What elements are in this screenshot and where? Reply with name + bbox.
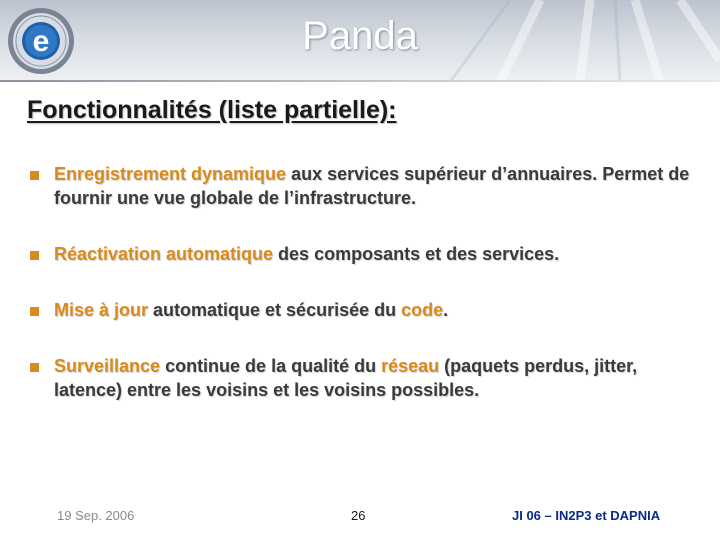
highlighted-term: Réactivation automatique bbox=[54, 244, 274, 264]
highlighted-term: Surveillance bbox=[54, 356, 161, 376]
slide-subtitle: Fonctionnalités (liste partielle): bbox=[27, 96, 397, 124]
bullet-square-icon bbox=[30, 251, 39, 260]
slide-title: Panda bbox=[302, 14, 418, 58]
footer-date: 19 Sep. 2006 bbox=[57, 508, 135, 523]
footer-organization: JI 06 – IN2P3 et DAPNIA bbox=[512, 508, 661, 523]
bullet-body-text: (paquets perdus, jitter, latence) entre les voisins et les voisins possibles. bbox=[54, 356, 638, 400]
slide-number: 26 bbox=[351, 508, 366, 523]
bullet-text bbox=[54, 298, 694, 322]
slide-header bbox=[0, 0, 720, 82]
bullet-text bbox=[54, 354, 694, 402]
bullet-square-icon bbox=[30, 307, 39, 316]
highlighted-term: réseau bbox=[381, 356, 440, 376]
bullet-square-icon bbox=[30, 363, 39, 372]
bullet-body-text: des composants et des services. bbox=[273, 244, 560, 264]
highlighted-term: Enregistrement dynamique bbox=[54, 164, 287, 184]
highlighted-term: Mise à jour bbox=[54, 300, 149, 320]
bullet-body-text: aux services supérieur d’annuaires. Permet de fournir une vue globale de l’infrastructure. bbox=[54, 164, 690, 208]
bullet-body-text: automatique et sécurisée du bbox=[148, 300, 402, 320]
bullet-square-icon bbox=[30, 171, 39, 180]
header-divider bbox=[0, 80, 720, 82]
logo-letter: e bbox=[32, 25, 50, 58]
bullet-text bbox=[54, 162, 694, 210]
bullet-body-text: . bbox=[443, 300, 449, 320]
highlighted-term: code bbox=[401, 300, 444, 320]
bullet-body-text: continue de la qualité du bbox=[160, 356, 382, 376]
bullet-text bbox=[54, 242, 694, 266]
